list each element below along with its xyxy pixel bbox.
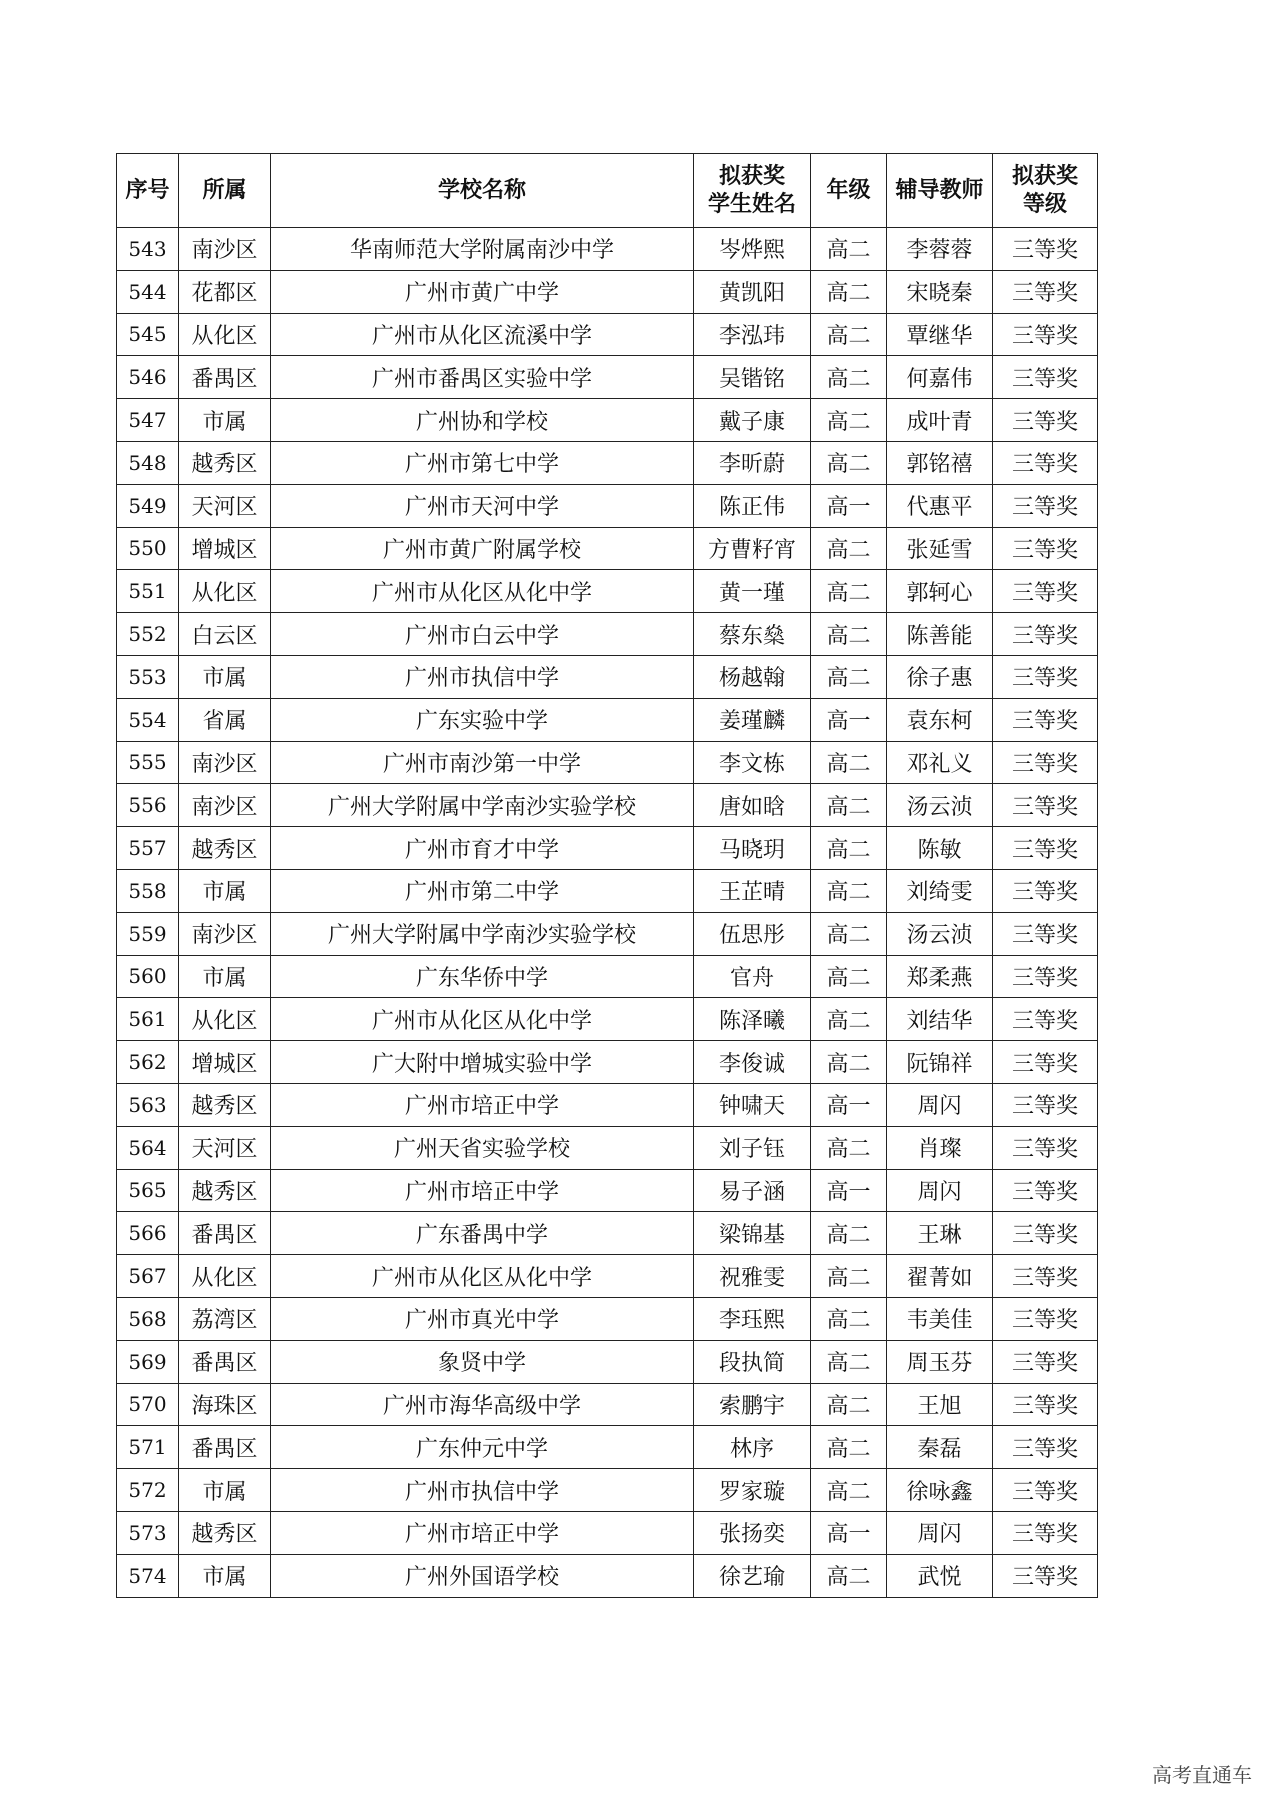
seq-cell: 544 <box>117 270 179 313</box>
grade-cell: 高一 <box>811 698 887 741</box>
award-table <box>116 153 1098 1598</box>
award-cell: 三等奖 <box>993 655 1098 698</box>
student-cell: 黄一瑾 <box>694 570 811 613</box>
seq-cell: 563 <box>117 1083 179 1126</box>
district-cell: 天河区 <box>179 1126 271 1169</box>
header-school: 学校名称 <box>271 154 694 228</box>
table-row <box>117 1297 1098 1340</box>
table-row <box>117 270 1098 313</box>
table-row <box>117 356 1098 399</box>
student-cell: 刘子钰 <box>694 1126 811 1169</box>
student-cell: 祝雅雯 <box>694 1255 811 1298</box>
grade-cell: 高二 <box>811 441 887 484</box>
table-row <box>117 784 1098 827</box>
seq-cell: 543 <box>117 228 179 271</box>
student-cell: 李文栋 <box>694 741 811 784</box>
table-row <box>117 527 1098 570</box>
grade-cell: 高二 <box>811 784 887 827</box>
seq-cell: 574 <box>117 1554 179 1597</box>
district-cell: 越秀区 <box>179 1083 271 1126</box>
award-cell: 三等奖 <box>993 1169 1098 1212</box>
table-row <box>117 313 1098 356</box>
student-cell: 李昕蔚 <box>694 441 811 484</box>
teacher-cell: 阮锦祥 <box>887 1041 993 1084</box>
table-row <box>117 1554 1098 1597</box>
school-cell: 广州市从化区从化中学 <box>271 998 694 1041</box>
seq-cell: 549 <box>117 484 179 527</box>
teacher-cell: 张延雪 <box>887 527 993 570</box>
district-cell: 番禺区 <box>179 1426 271 1469</box>
table-row <box>117 484 1098 527</box>
school-cell: 广州市执信中学 <box>271 1469 694 1512</box>
teacher-cell: 周闪 <box>887 1083 993 1126</box>
award-cell: 三等奖 <box>993 912 1098 955</box>
seq-cell: 547 <box>117 399 179 442</box>
grade-cell: 高二 <box>811 613 887 656</box>
teacher-cell: 袁东柯 <box>887 698 993 741</box>
teacher-cell: 翟菁如 <box>887 1255 993 1298</box>
header-award-line1: 拟获奖 <box>1011 163 1078 189</box>
school-cell: 广州市第七中学 <box>271 441 694 484</box>
seq-cell: 557 <box>117 827 179 870</box>
district-cell: 市属 <box>179 1554 271 1597</box>
grade-cell: 高一 <box>811 1511 887 1554</box>
school-cell: 广州市从化区从化中学 <box>271 570 694 613</box>
grade-cell: 高二 <box>811 1469 887 1512</box>
school-cell: 广州外国语学校 <box>271 1554 694 1597</box>
school-cell: 广东番禺中学 <box>271 1212 694 1255</box>
school-cell: 华南师范大学附属南沙中学 <box>271 228 694 271</box>
grade-cell: 高二 <box>811 1126 887 1169</box>
district-cell: 番禺区 <box>179 1340 271 1383</box>
award-cell: 三等奖 <box>993 527 1098 570</box>
grade-cell: 高二 <box>811 1212 887 1255</box>
student-cell: 伍思彤 <box>694 912 811 955</box>
seq-cell: 567 <box>117 1255 179 1298</box>
teacher-cell: 覃继华 <box>887 313 993 356</box>
teacher-cell: 徐咏鑫 <box>887 1469 993 1512</box>
seq-cell: 556 <box>117 784 179 827</box>
district-cell: 南沙区 <box>179 741 271 784</box>
student-cell: 蔡东燊 <box>694 613 811 656</box>
table-row <box>117 1126 1098 1169</box>
award-cell: 三等奖 <box>993 1469 1098 1512</box>
grade-cell: 高一 <box>811 1083 887 1126</box>
award-cell: 三等奖 <box>993 1212 1098 1255</box>
seq-cell: 552 <box>117 613 179 656</box>
seq-cell: 571 <box>117 1426 179 1469</box>
teacher-cell: 邓礼义 <box>887 741 993 784</box>
student-cell: 陈泽曦 <box>694 998 811 1041</box>
student-cell: 李俊诚 <box>694 1041 811 1084</box>
seq-cell: 558 <box>117 869 179 912</box>
grade-cell: 高二 <box>811 527 887 570</box>
award-cell: 三等奖 <box>993 613 1098 656</box>
district-cell: 白云区 <box>179 613 271 656</box>
teacher-cell: 秦磊 <box>887 1426 993 1469</box>
student-cell: 戴子康 <box>694 399 811 442</box>
teacher-cell: 徐子惠 <box>887 655 993 698</box>
student-cell: 段执简 <box>694 1340 811 1383</box>
school-cell: 广州市育才中学 <box>271 827 694 870</box>
table-row <box>117 655 1098 698</box>
school-cell: 广州市黄广中学 <box>271 270 694 313</box>
seq-cell: 550 <box>117 527 179 570</box>
district-cell: 花都区 <box>179 270 271 313</box>
student-cell: 梁锦基 <box>694 1212 811 1255</box>
student-cell: 黄凯阳 <box>694 270 811 313</box>
header-award-line2: 等级 <box>1022 191 1067 217</box>
teacher-cell: 刘绮雯 <box>887 869 993 912</box>
district-cell: 越秀区 <box>179 1169 271 1212</box>
seq-cell: 564 <box>117 1126 179 1169</box>
grade-cell: 高二 <box>811 1340 887 1383</box>
school-cell: 广州市从化区从化中学 <box>271 1255 694 1298</box>
grade-cell: 高二 <box>811 570 887 613</box>
award-cell: 三等奖 <box>993 784 1098 827</box>
grade-cell: 高二 <box>811 955 887 998</box>
student-cell: 徐艺瑜 <box>694 1554 811 1597</box>
award-cell: 三等奖 <box>993 1126 1098 1169</box>
student-cell: 官舟 <box>694 955 811 998</box>
table-row <box>117 1169 1098 1212</box>
seq-cell: 548 <box>117 441 179 484</box>
district-cell: 越秀区 <box>179 441 271 484</box>
teacher-cell: 郑柔燕 <box>887 955 993 998</box>
award-cell: 三等奖 <box>993 698 1098 741</box>
table-row <box>117 1255 1098 1298</box>
table-row <box>117 570 1098 613</box>
district-cell: 市属 <box>179 955 271 998</box>
seq-cell: 554 <box>117 698 179 741</box>
teacher-cell: 陈善能 <box>887 613 993 656</box>
grade-cell: 高二 <box>811 313 887 356</box>
district-cell: 越秀区 <box>179 1511 271 1554</box>
school-cell: 广州协和学校 <box>271 399 694 442</box>
student-cell: 姜瑾麟 <box>694 698 811 741</box>
district-cell: 天河区 <box>179 484 271 527</box>
table-header-row <box>117 154 1098 228</box>
table-row <box>117 441 1098 484</box>
teacher-cell: 武悦 <box>887 1554 993 1597</box>
teacher-cell: 李蓉蓉 <box>887 228 993 271</box>
school-cell: 广东实验中学 <box>271 698 694 741</box>
school-cell: 广州市培正中学 <box>271 1083 694 1126</box>
student-cell: 陈正伟 <box>694 484 811 527</box>
award-cell: 三等奖 <box>993 1426 1098 1469</box>
district-cell: 市属 <box>179 869 271 912</box>
teacher-cell: 周闪 <box>887 1511 993 1554</box>
district-cell: 从化区 <box>179 998 271 1041</box>
table-body <box>117 228 1098 1598</box>
teacher-cell: 代惠平 <box>887 484 993 527</box>
grade-cell: 高二 <box>811 1383 887 1426</box>
student-cell: 吴锴铭 <box>694 356 811 399</box>
student-cell: 王芷晴 <box>694 869 811 912</box>
award-cell: 三等奖 <box>993 399 1098 442</box>
grade-cell: 高二 <box>811 655 887 698</box>
student-cell: 李泓玮 <box>694 313 811 356</box>
district-cell: 越秀区 <box>179 827 271 870</box>
award-cell: 三等奖 <box>993 1340 1098 1383</box>
teacher-cell: 陈敏 <box>887 827 993 870</box>
award-cell: 三等奖 <box>993 869 1098 912</box>
teacher-cell: 郭轲心 <box>887 570 993 613</box>
award-cell: 三等奖 <box>993 1554 1098 1597</box>
district-cell: 市属 <box>179 655 271 698</box>
district-cell: 市属 <box>179 1469 271 1512</box>
district-cell: 番禺区 <box>179 356 271 399</box>
seq-cell: 551 <box>117 570 179 613</box>
seq-cell: 573 <box>117 1511 179 1554</box>
table-row <box>117 399 1098 442</box>
school-cell: 广州市海华高级中学 <box>271 1383 694 1426</box>
school-cell: 广州市黄广附属学校 <box>271 527 694 570</box>
district-cell: 番禺区 <box>179 1212 271 1255</box>
grade-cell: 高二 <box>811 356 887 399</box>
student-cell: 易子涵 <box>694 1169 811 1212</box>
school-cell: 广州市第二中学 <box>271 869 694 912</box>
teacher-cell: 宋晓秦 <box>887 270 993 313</box>
table-row <box>117 1212 1098 1255</box>
header-district: 所属 <box>179 154 271 228</box>
award-cell: 三等奖 <box>993 484 1098 527</box>
award-cell: 三等奖 <box>993 313 1098 356</box>
table-row <box>117 1511 1098 1554</box>
teacher-cell: 刘结华 <box>887 998 993 1041</box>
teacher-cell: 肖璨 <box>887 1126 993 1169</box>
seq-cell: 565 <box>117 1169 179 1212</box>
teacher-cell: 汤云浈 <box>887 784 993 827</box>
award-cell: 三等奖 <box>993 570 1098 613</box>
grade-cell: 高二 <box>811 827 887 870</box>
header-student-line2: 学生姓名 <box>707 191 796 217</box>
school-cell: 广州市南沙第一中学 <box>271 741 694 784</box>
district-cell: 从化区 <box>179 1255 271 1298</box>
header-grade: 年级 <box>811 154 887 228</box>
award-cell: 三等奖 <box>993 998 1098 1041</box>
school-cell: 广州大学附属中学南沙实验学校 <box>271 784 694 827</box>
table-row <box>117 869 1098 912</box>
table-row <box>117 912 1098 955</box>
seq-cell: 566 <box>117 1212 179 1255</box>
award-cell: 三等奖 <box>993 228 1098 271</box>
seq-cell: 562 <box>117 1041 179 1084</box>
school-cell: 广州市培正中学 <box>271 1511 694 1554</box>
grade-cell: 高一 <box>811 484 887 527</box>
student-cell: 唐如晗 <box>694 784 811 827</box>
school-cell: 广州市天河中学 <box>271 484 694 527</box>
seq-cell: 559 <box>117 912 179 955</box>
seq-cell: 545 <box>117 313 179 356</box>
seq-cell: 572 <box>117 1469 179 1512</box>
grade-cell: 高二 <box>811 912 887 955</box>
watermark-text: 高考直通车 <box>1152 1763 1252 1787</box>
award-cell: 三等奖 <box>993 741 1098 784</box>
seq-cell: 570 <box>117 1383 179 1426</box>
award-cell: 三等奖 <box>993 356 1098 399</box>
district-cell: 市属 <box>179 399 271 442</box>
district-cell: 南沙区 <box>179 228 271 271</box>
school-cell: 广东仲元中学 <box>271 1426 694 1469</box>
table-row <box>117 1383 1098 1426</box>
teacher-cell: 周玉芬 <box>887 1340 993 1383</box>
grade-cell: 高二 <box>811 1297 887 1340</box>
table-row <box>117 1426 1098 1469</box>
table-row <box>117 955 1098 998</box>
student-cell: 林序 <box>694 1426 811 1469</box>
district-cell: 从化区 <box>179 570 271 613</box>
table-row <box>117 613 1098 656</box>
table-row <box>117 741 1098 784</box>
teacher-cell: 王琳 <box>887 1212 993 1255</box>
header-teacher: 辅导教师 <box>887 154 993 228</box>
award-cell: 三等奖 <box>993 270 1098 313</box>
table-row <box>117 228 1098 271</box>
grade-cell: 高二 <box>811 1255 887 1298</box>
student-cell: 方曹籽宵 <box>694 527 811 570</box>
district-cell: 南沙区 <box>179 784 271 827</box>
table-row <box>117 827 1098 870</box>
award-cell: 三等奖 <box>993 1041 1098 1084</box>
grade-cell: 高二 <box>811 399 887 442</box>
school-cell: 广州天省实验学校 <box>271 1126 694 1169</box>
grade-cell: 高二 <box>811 1554 887 1597</box>
teacher-cell: 韦美佳 <box>887 1297 993 1340</box>
school-cell: 广州市番禺区实验中学 <box>271 356 694 399</box>
header-award <box>993 154 1098 228</box>
school-cell: 广州市真光中学 <box>271 1297 694 1340</box>
grade-cell: 高二 <box>811 998 887 1041</box>
school-cell: 象贤中学 <box>271 1340 694 1383</box>
student-cell: 李珏熙 <box>694 1297 811 1340</box>
award-cell: 三等奖 <box>993 1511 1098 1554</box>
student-cell: 杨越翰 <box>694 655 811 698</box>
seq-cell: 546 <box>117 356 179 399</box>
district-cell: 省属 <box>179 698 271 741</box>
grade-cell: 高二 <box>811 1426 887 1469</box>
school-cell: 广州市从化区流溪中学 <box>271 313 694 356</box>
award-cell: 三等奖 <box>993 1255 1098 1298</box>
school-cell: 广州市执信中学 <box>271 655 694 698</box>
grade-cell: 高二 <box>811 741 887 784</box>
table-row <box>117 1340 1098 1383</box>
teacher-cell: 何嘉伟 <box>887 356 993 399</box>
header-student-line1: 拟获奖 <box>718 163 785 189</box>
district-cell: 增城区 <box>179 527 271 570</box>
student-cell: 岑烨熙 <box>694 228 811 271</box>
award-cell: 三等奖 <box>993 1383 1098 1426</box>
teacher-cell: 周闪 <box>887 1169 993 1212</box>
student-cell: 张扬奕 <box>694 1511 811 1554</box>
seq-cell: 561 <box>117 998 179 1041</box>
school-cell: 广东华侨中学 <box>271 955 694 998</box>
teacher-cell: 王旭 <box>887 1383 993 1426</box>
school-cell: 广州市白云中学 <box>271 613 694 656</box>
award-cell: 三等奖 <box>993 827 1098 870</box>
student-cell: 索鹏宇 <box>694 1383 811 1426</box>
student-cell: 罗家璇 <box>694 1469 811 1512</box>
district-cell: 海珠区 <box>179 1383 271 1426</box>
school-cell: 广州大学附属中学南沙实验学校 <box>271 912 694 955</box>
seq-cell: 568 <box>117 1297 179 1340</box>
seq-cell: 553 <box>117 655 179 698</box>
award-cell: 三等奖 <box>993 955 1098 998</box>
table-row <box>117 1469 1098 1512</box>
table-row <box>117 698 1098 741</box>
student-cell: 钟啸天 <box>694 1083 811 1126</box>
header-seq: 序号 <box>117 154 179 228</box>
award-cell: 三等奖 <box>993 1083 1098 1126</box>
award-cell: 三等奖 <box>993 441 1098 484</box>
grade-cell: 高二 <box>811 869 887 912</box>
seq-cell: 569 <box>117 1340 179 1383</box>
header-student <box>694 154 811 228</box>
award-cell: 三等奖 <box>993 1297 1098 1340</box>
teacher-cell: 成叶青 <box>887 399 993 442</box>
grade-cell: 高二 <box>811 1041 887 1084</box>
district-cell: 从化区 <box>179 313 271 356</box>
grade-cell: 高二 <box>811 228 887 271</box>
district-cell: 南沙区 <box>179 912 271 955</box>
district-cell: 荔湾区 <box>179 1297 271 1340</box>
grade-cell: 高二 <box>811 270 887 313</box>
district-cell: 增城区 <box>179 1041 271 1084</box>
table-row <box>117 998 1098 1041</box>
teacher-cell: 汤云浈 <box>887 912 993 955</box>
table-row <box>117 1041 1098 1084</box>
teacher-cell: 郭铭禧 <box>887 441 993 484</box>
student-cell: 马晓玥 <box>694 827 811 870</box>
table-row <box>117 1083 1098 1126</box>
seq-cell: 555 <box>117 741 179 784</box>
school-cell: 广大附中增城实验中学 <box>271 1041 694 1084</box>
grade-cell: 高一 <box>811 1169 887 1212</box>
school-cell: 广州市培正中学 <box>271 1169 694 1212</box>
seq-cell: 560 <box>117 955 179 998</box>
